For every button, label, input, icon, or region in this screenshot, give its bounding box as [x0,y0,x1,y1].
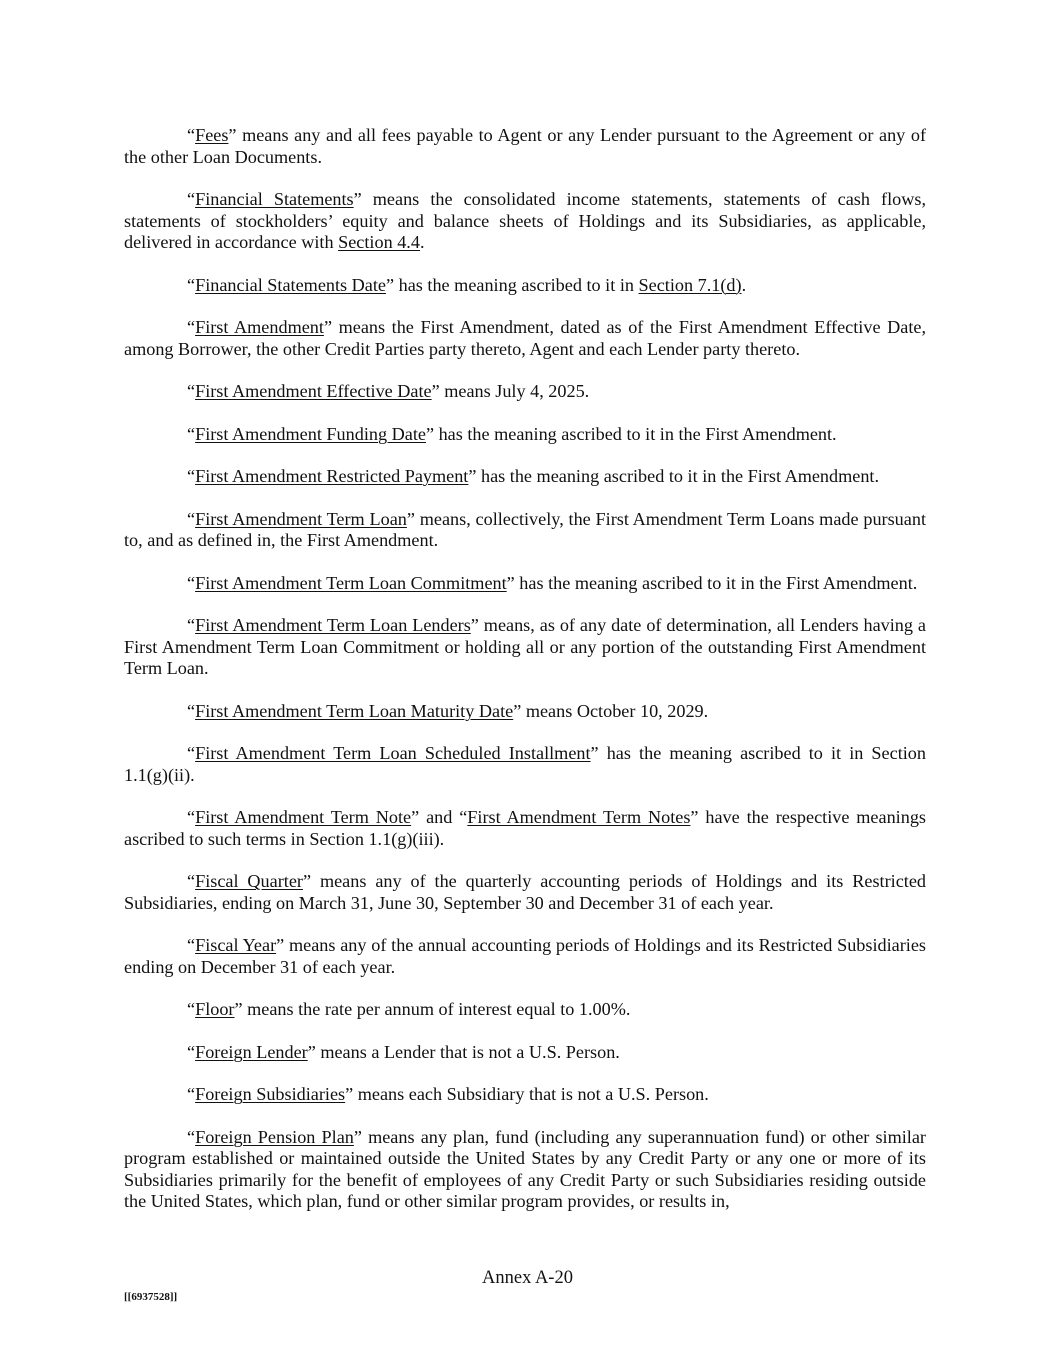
defined-term: First Amendment Effective Date [195,381,432,401]
definition-paragraph [124,573,926,595]
definition-text: ” means the consolidated income statements, statements of cash flows, statements of stockholders’ equity and balance sheets of Holdings and its Subsidiaries, as applicable, delivered in accordance with [124,189,926,252]
definition-paragraph [124,466,926,488]
definition-text: ” has the meaning ascribed to it in Section 1.1(g)(ii). [124,743,926,785]
defined-term: Section 4.4 [338,232,420,252]
definition-paragraph [124,615,926,680]
definition-text: ” and “ [411,807,468,827]
defined-term: Foreign Lender [195,1041,308,1062]
defined-term: Foreign Pension Plan [195,1126,354,1147]
definition-text: ” means any and all fees payable to Agent or any Lender pursuant to the Agreement or any of the other Loan Documents. [124,125,926,167]
defined-term: First Amendment Funding Date [195,423,426,444]
definition-text: ” means any of the quarterly accounting periods of Holdings and its Restricted Subsidiaries, ending on March 31, June 30, September 30 and December 31 of each year. [124,871,926,913]
defined-term: First Amendment Term Loan Commitment [195,572,507,593]
definition-text: “ [187,1126,196,1147]
definition-text: “ [187,700,196,721]
definition-text: “ [187,466,196,486]
definition-paragraph [124,381,926,403]
defined-term: First Amendment Term Notes [467,807,691,827]
definition-text: . [419,232,425,252]
definition-text: “ [187,125,196,145]
definition-text: “ [187,317,196,337]
definition-paragraph [124,1042,926,1064]
definition-text: “ [187,423,196,444]
definition-text: “ [187,743,196,763]
definition-paragraph [124,935,926,978]
defined-term: First Amendment Term Loan Lenders [195,615,471,635]
definition-text: “ [187,871,196,891]
definition-paragraph [124,509,926,552]
defined-term: Foreign Subsidiaries [195,1084,346,1104]
definition-text: “ [187,189,196,209]
definitions-list [124,125,926,1234]
page-number: Annex A-20 [482,1268,573,1288]
defined-term: First Amendment Term Loan Maturity Date [195,700,514,721]
definition-text: “ [187,381,196,401]
definition-text: “ [187,1084,196,1104]
defined-term: Section 7.1(d) [638,274,742,295]
definition-paragraph [124,1084,926,1106]
definition-text: ” has the meaning ascribed to it in the First Amendment. [506,572,918,593]
definition-paragraph [124,743,926,786]
document-id: [[6937528]] [124,1291,178,1303]
definition-paragraph [124,189,926,254]
definition-paragraph [124,275,926,297]
defined-term: First Amendment Term Note [195,807,412,827]
definition-text: . [741,274,747,295]
definition-paragraph [124,317,926,360]
definition-paragraph [124,1127,926,1213]
definition-text: “ [187,1041,196,1062]
defined-term: Fiscal Year [195,935,277,955]
defined-term: Fiscal Quarter [195,871,303,891]
defined-term: First Amendment Restricted Payment [195,466,469,486]
defined-term: Financial Statements Date [195,274,386,295]
definition-text: ” means any plan, fund (including any superannuation fund) or other similar program established or maintained outside the United States by any Credit Party or any one or more of its Subsidiaries primarily for the benefit of employees of any Credit Party or such Subsidiaries residing outside the United States, which plan, fund or other similar program provides, or results in, [124,1126,926,1211]
definition-text: “ [187,274,196,295]
definition-text: ” means the First Amendment, dated as of the First Amendment Effective Date, among Borrower, the other Credit Parties party thereto, Agent and each Lender party thereto. [124,317,926,359]
definition-text: ” means, collectively, the First Amendment Term Loans made pursuant to, and as defined in, the First Amendment. [124,508,926,550]
definition-paragraph [124,424,926,446]
definition-text: ” means any of the annual accounting periods of Holdings and its Restricted Subsidiaries ending on December 31 of each year. [124,935,926,977]
definition-text: “ [187,807,196,827]
definition-paragraph [124,125,926,168]
defined-term: First Amendment Term Loan [195,508,407,529]
definition-text: ” has the meaning ascribed to it in [386,274,639,295]
definition-paragraph [124,871,926,914]
definition-text: ” means July 4, 2025. [431,381,590,401]
definition-text: ” has the meaning ascribed to it in the First Amendment. [468,466,880,486]
defined-term: Financial Statements [195,189,354,209]
definition-paragraph [124,999,926,1021]
definition-text: ” have the respective meanings ascribed to such terms in Section 1.1(g)(iii). [124,807,926,849]
definition-text: “ [187,999,196,1019]
definition-text: “ [187,572,196,593]
defined-term: First Amendment [195,317,324,337]
defined-term: Fees [195,125,229,145]
defined-term: First Amendment Term Loan Scheduled Installment [195,743,591,763]
definition-text: “ [187,615,196,635]
definition-text: “ [187,935,196,955]
definition-text: ” means October 10, 2029. [513,700,709,721]
definition-paragraph [124,807,926,850]
definition-text: ” means the rate per annum of interest equal to 1.00%. [234,999,631,1019]
definition-paragraph [124,701,926,723]
definition-text: ” means, as of any date of determination, all Lenders having a First Amendment Term Loan Commitment or holding all or any portion of the outstanding First Amendment Term Loan. [124,615,926,678]
definition-text: ” means each Subsidiary that is not a U.S. Person. [345,1084,709,1104]
definition-text: ” has the meaning ascribed to it in the First Amendment. [425,423,837,444]
definition-text: “ [187,508,196,529]
defined-term: Floor [195,999,235,1019]
definition-text: ” means a Lender that is not a U.S. Person. [307,1041,620,1062]
